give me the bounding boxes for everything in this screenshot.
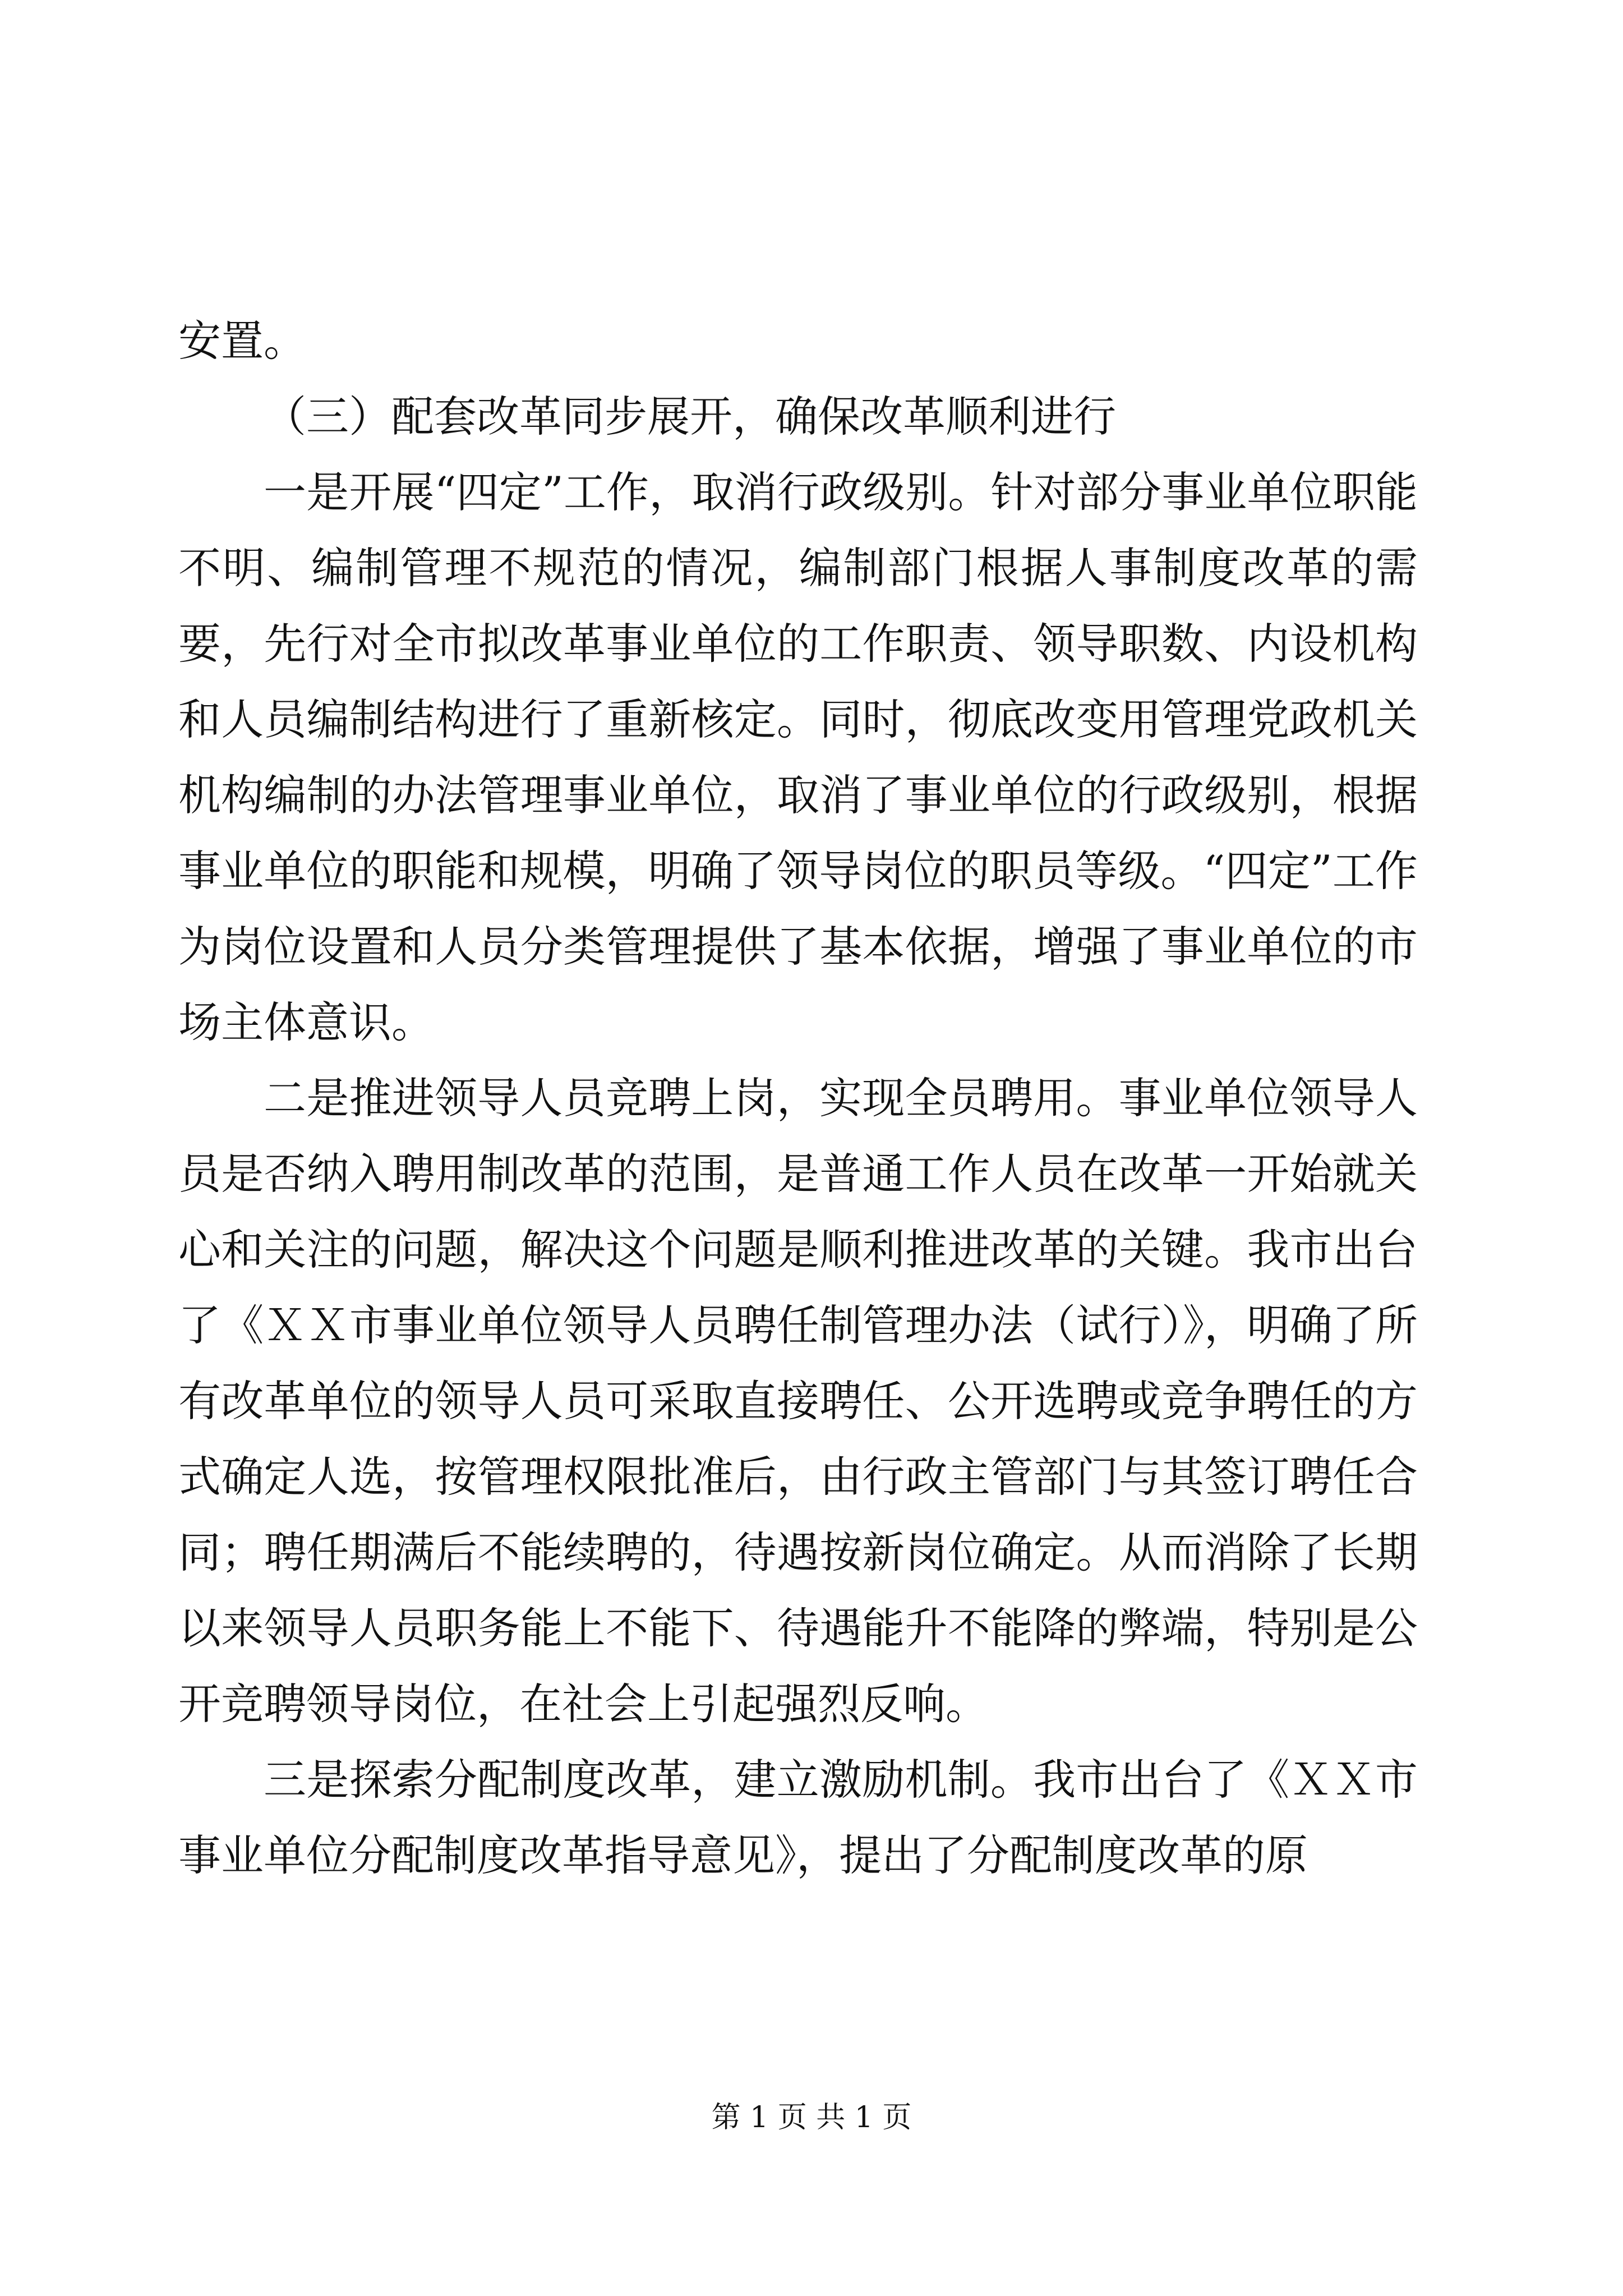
page-number-footer: 第 1 页 共 1 页 bbox=[711, 2101, 912, 2134]
paragraph-continuation: 安置。 bbox=[178, 316, 306, 366]
document-body bbox=[178, 303, 1418, 1893]
paragraph-four-determinations: 一是开展“四定”工作，取消行政级别。针对部分事业单位职能不明、编制管理不规范的情况，编制部门根据人事制度改革的需要，先行对全市拟改革事业单位的工作职责、领导职数、内设机构和人员编制结构进行了重新核定。同时，彻底改变用管理党政机关机构编制的办法管理事业单位，取消了事业单位的行政级别，根据事业单位的职能和规模，明确了领导岗位的职员等级。“四定”工作为岗位设置和人员分类管理提供了基本依据，增强了事业单位的市场主体意识。 bbox=[178, 467, 1418, 1047]
section-heading: （三）配套改革同步展开，确保改革顺利进行 bbox=[264, 392, 1116, 441]
paragraph-leadership-appointment: 二是推进领导人员竞聘上岗，实现全员聘用。事业单位领导人员是否纳入聘用制改革的范围，是普通工作人员在改革一开始就关心和关注的问题，解决这个问题是顺利推进改革的关键。我市出台了《ＸＸ市事业单位领导人员聘任制管理办法（试行）》，明确了所有改革单位的领导人员可采取直接聘任、公开选聘或竞争聘任的方式确定人选，按管理权限批准后，由行政主管部门与其签订聘任合同；聘任期满后不能续聘的，待遇按新岗位确定。从而消除了长期以来领导人员职务能上不能下、待遇能升不能降的弊端，特别是公开竞聘领导岗位，在社会上引起强烈反响。 bbox=[178, 1073, 1418, 1729]
paragraph-distribution-reform: 三是探索分配制度改革，建立激励机制。我市出台了《ＸＸ市事业单位分配制度改革指导意见》，提出了分配制度改革的原 bbox=[178, 1755, 1418, 1880]
